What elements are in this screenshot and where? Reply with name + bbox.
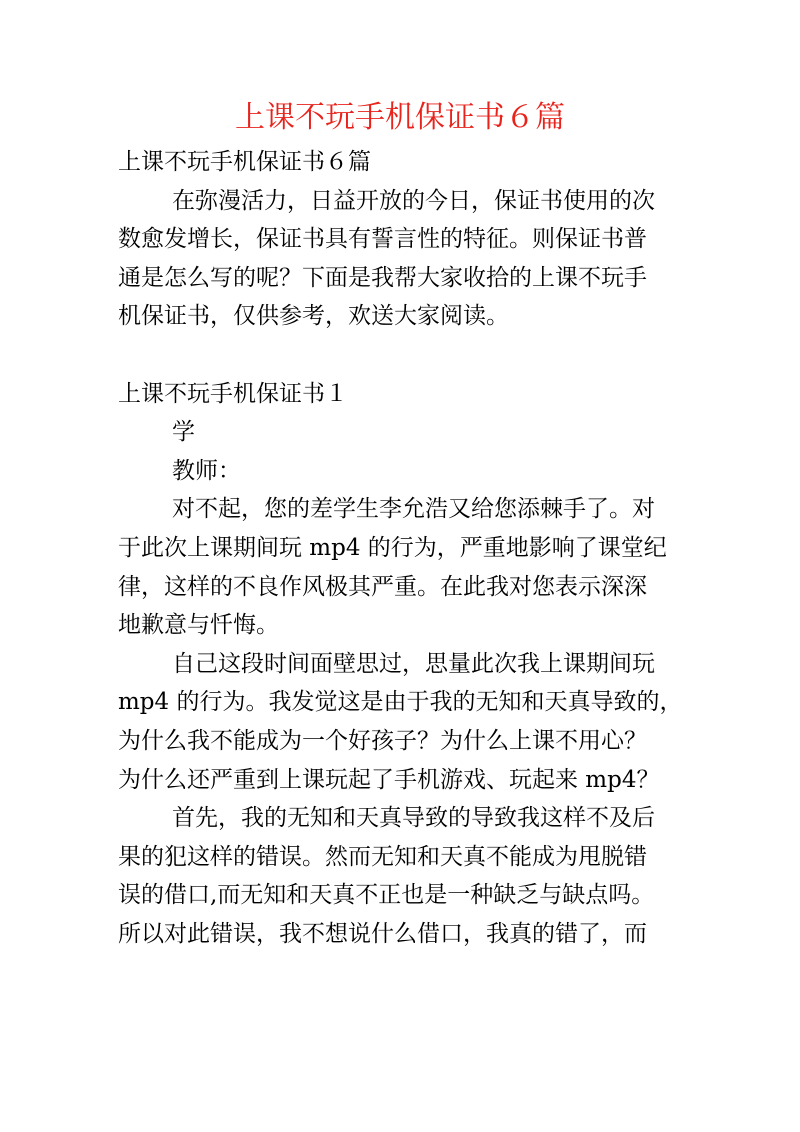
salutation-line: 教师： (172, 457, 241, 484)
paragraph-line: 机保证书，仅供参考，欢送大家阅读。 (118, 303, 509, 330)
paragraph-line: 为什么我不能成为一个好孩子？为什么上课不用心？ (118, 727, 647, 754)
body-paragraph (118, 799, 684, 953)
blank-line (118, 336, 684, 375)
paragraph-line: 首先，我的无知和天真导致的导致我这样不及后 (172, 805, 655, 832)
body-paragraph (118, 490, 684, 644)
paragraph-line: 对不起，您的差学生李允浩又给您添棘手了。对 (172, 496, 655, 523)
paragraph-line: 误的借口,而无知和天真不正也是一种缺乏与缺点吗。 (118, 882, 655, 909)
paragraph-line: 自己这段时间面壁思过，思量此次我上课期间玩 (172, 650, 655, 677)
paragraph-line: mp4 的行为。我发觉这是由于我的无知和天真导致的， (118, 689, 683, 716)
paragraph-line: 律，这样的不良作风极其严重。在此我对您表示深深 (118, 573, 647, 600)
paragraph-line: 所以对此错误，我不想说什么借口，我真的错了，而 (118, 920, 647, 947)
document-title: 上课不玩手机保证书６篇 (235, 100, 565, 135)
document-subtitle: 上课不玩手机保证书６篇 (118, 149, 371, 175)
document-body (118, 143, 684, 953)
paragraph-line: 果的犯这样的错误。然而无知和天真不能成为甩脱错 (118, 843, 647, 870)
salutation-line: 学 (172, 419, 195, 446)
paragraph-line: 通是怎么写的呢？下面是我帮大家收拾的上课不玩手 (118, 264, 647, 291)
body-paragraph (118, 645, 684, 799)
paragraph-line: 于此次上课期间玩 mp4 的行为，严重地影响了课堂纪 (118, 534, 667, 561)
intro-paragraph (118, 182, 684, 336)
paragraph-line: 地歉意与忏悔。 (118, 612, 279, 639)
paragraph-line: 为什么还严重到上课玩起了手机游戏、玩起来 mp4？ (118, 766, 660, 793)
paragraph-line: 数愈发增长，保证书具有誓言性的特征。则保证书普 (118, 226, 647, 253)
paragraph-line: 在弥漫活力，日益开放的今日，保证书使用的次 (172, 187, 655, 214)
section-heading: 上课不玩手机保证书１ (118, 380, 348, 407)
